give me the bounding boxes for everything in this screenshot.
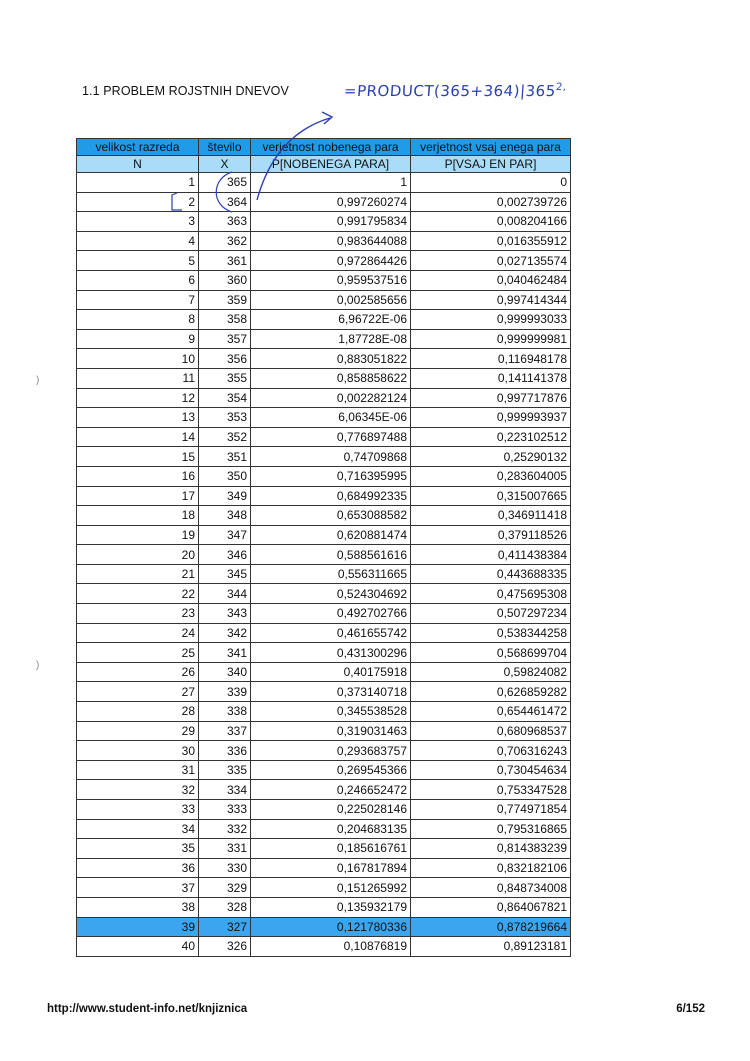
subheader-n: N	[77, 156, 199, 173]
cell-p-pair: 0,997414344	[411, 290, 571, 310]
cell-p-pair: 0,538344258	[411, 623, 571, 643]
cell-p-pair: 0,730454634	[411, 760, 571, 780]
cell-x: 334	[199, 780, 251, 800]
cell-x: 361	[199, 251, 251, 271]
formula-superscript: 2,	[555, 82, 567, 93]
cell-x: 356	[199, 349, 251, 369]
cell-p-pair: 0,443688335	[411, 564, 571, 584]
cell-x: 331	[199, 839, 251, 859]
cell-x: 336	[199, 741, 251, 761]
cell-x: 347	[199, 525, 251, 545]
cell-p-no-pair: 0,10876819	[251, 937, 411, 957]
cell-n: 31	[77, 760, 199, 780]
table-row	[77, 329, 571, 349]
cell-p-no-pair: 0,135932179	[251, 897, 411, 917]
formula-text: =PRODUCT(365+364)|365	[343, 82, 557, 100]
cell-n: 28	[77, 702, 199, 722]
cell-n: 11	[77, 368, 199, 388]
cell-p-no-pair: 1,87728E-08	[251, 329, 411, 349]
table-row	[77, 741, 571, 761]
table-row	[77, 447, 571, 467]
table-row	[77, 251, 571, 271]
cell-n: 19	[77, 525, 199, 545]
cell-x: 332	[199, 819, 251, 839]
cell-p-no-pair: 0,556311665	[251, 564, 411, 584]
cell-n: 36	[77, 858, 199, 878]
table-row	[77, 839, 571, 859]
cell-x: 350	[199, 466, 251, 486]
cell-p-pair: 0,507297234	[411, 604, 571, 624]
cell-p-no-pair: 0,151265992	[251, 878, 411, 898]
table-row	[77, 702, 571, 722]
cell-p-no-pair: 0,204683135	[251, 819, 411, 839]
cell-n: 32	[77, 780, 199, 800]
cell-p-pair: 0,016355912	[411, 231, 571, 251]
cell-n: 27	[77, 682, 199, 702]
cell-x: 335	[199, 760, 251, 780]
cell-x: 362	[199, 231, 251, 251]
table-row	[77, 662, 571, 682]
cell-n: 34	[77, 819, 199, 839]
cell-p-pair: 0,795316865	[411, 819, 571, 839]
cell-n: 10	[77, 349, 199, 369]
footer-url[interactable]: http://www.student-info.net/knjiznica	[47, 1003, 248, 1015]
cell-p-no-pair: 0,883051822	[251, 349, 411, 369]
cell-p-pair: 0,411438384	[411, 545, 571, 565]
cell-n: 22	[77, 584, 199, 604]
cell-x: 359	[199, 290, 251, 310]
cell-x: 343	[199, 604, 251, 624]
cell-x: 352	[199, 427, 251, 447]
cell-x: 337	[199, 721, 251, 741]
cell-p-pair: 0,141141378	[411, 368, 571, 388]
table-row	[77, 858, 571, 878]
cell-p-pair: 0,814383239	[411, 839, 571, 859]
cell-x: 338	[199, 702, 251, 722]
subheader-p-no-pair: P[NOBENEGA PARA]	[251, 156, 411, 173]
cell-p-pair: 0,997717876	[411, 388, 571, 408]
cell-p-pair: 0,59824082	[411, 662, 571, 682]
cell-p-no-pair: 0,997260274	[251, 192, 411, 212]
cell-p-no-pair: 0,653088582	[251, 506, 411, 526]
cell-x: 345	[199, 564, 251, 584]
cell-n: 21	[77, 564, 199, 584]
cell-n: 13	[77, 408, 199, 428]
cell-p-pair: 0,379118526	[411, 525, 571, 545]
cell-p-no-pair: 0,121780336	[251, 917, 411, 937]
cell-n: 1	[77, 173, 199, 193]
table-row	[77, 584, 571, 604]
table-row	[77, 800, 571, 820]
table-row	[77, 525, 571, 545]
table-row	[77, 231, 571, 251]
cell-p-pair: 0,002739726	[411, 192, 571, 212]
cell-x: 339	[199, 682, 251, 702]
scan-mark: )	[36, 660, 40, 671]
cell-p-no-pair: 0,246652472	[251, 780, 411, 800]
cell-x: 353	[199, 408, 251, 428]
cell-n: 26	[77, 662, 199, 682]
cell-p-no-pair: 0,002585656	[251, 290, 411, 310]
cell-x: 333	[199, 800, 251, 820]
page-number: 6/152	[676, 1003, 705, 1015]
cell-p-pair: 0,040462484	[411, 270, 571, 290]
cell-p-pair: 0,878219664	[411, 917, 571, 937]
cell-x: 326	[199, 937, 251, 957]
table-row	[77, 173, 571, 193]
cell-p-pair: 0,027135574	[411, 251, 571, 271]
cell-n: 2	[77, 192, 199, 212]
handwritten-formula	[343, 82, 567, 100]
cell-x: 346	[199, 545, 251, 565]
cell-x: 363	[199, 212, 251, 232]
cell-p-no-pair: 6,96722E-06	[251, 310, 411, 330]
cell-p-no-pair: 0,319031463	[251, 721, 411, 741]
cell-x: 340	[199, 662, 251, 682]
cell-n: 4	[77, 231, 199, 251]
cell-n: 20	[77, 545, 199, 565]
cell-p-no-pair: 0,776897488	[251, 427, 411, 447]
cell-p-no-pair: 0,524304692	[251, 584, 411, 604]
cell-n: 17	[77, 486, 199, 506]
cell-x: 327	[199, 917, 251, 937]
cell-p-no-pair: 0,716395995	[251, 466, 411, 486]
cell-p-pair: 0,475695308	[411, 584, 571, 604]
cell-p-no-pair: 1	[251, 173, 411, 193]
cell-p-pair: 0,753347528	[411, 780, 571, 800]
table-row	[77, 270, 571, 290]
cell-n: 38	[77, 897, 199, 917]
cell-x: 349	[199, 486, 251, 506]
cell-n: 12	[77, 388, 199, 408]
cell-p-no-pair: 0,959537516	[251, 270, 411, 290]
cell-n: 8	[77, 310, 199, 330]
cell-p-no-pair: 0,185616761	[251, 839, 411, 859]
cell-n: 16	[77, 466, 199, 486]
arrow-head	[322, 112, 332, 124]
table-row	[77, 349, 571, 369]
table-row	[77, 917, 571, 937]
cell-n: 25	[77, 643, 199, 663]
table-row	[77, 721, 571, 741]
cell-p-no-pair: 0,620881474	[251, 525, 411, 545]
table-row	[77, 466, 571, 486]
table-row	[77, 623, 571, 643]
cell-p-pair: 0,654461472	[411, 702, 571, 722]
table-row	[77, 408, 571, 428]
table-row	[77, 937, 571, 957]
cell-p-no-pair: 0,492702766	[251, 604, 411, 624]
cell-n: 18	[77, 506, 199, 526]
cell-p-no-pair: 0,588561616	[251, 545, 411, 565]
cell-n: 6	[77, 270, 199, 290]
cell-p-no-pair: 0,293683757	[251, 741, 411, 761]
header-class-size: velikost razreda	[77, 139, 199, 156]
cell-p-pair: 0,116948178	[411, 349, 571, 369]
table-row	[77, 604, 571, 624]
cell-p-no-pair: 0,40175918	[251, 662, 411, 682]
table-row	[77, 427, 571, 447]
table-row	[77, 212, 571, 232]
cell-n: 14	[77, 427, 199, 447]
scan-mark: )	[36, 375, 40, 386]
cell-p-pair: 0,346911418	[411, 506, 571, 526]
cell-x: 364	[199, 192, 251, 212]
cell-p-pair: 0,315007665	[411, 486, 571, 506]
cell-n: 35	[77, 839, 199, 859]
cell-p-pair: 0,568699704	[411, 643, 571, 663]
table-row	[77, 682, 571, 702]
cell-p-no-pair: 0,461655742	[251, 623, 411, 643]
cell-p-no-pair: 0,972864426	[251, 251, 411, 271]
table-row	[77, 486, 571, 506]
table-row	[77, 760, 571, 780]
cell-x: 342	[199, 623, 251, 643]
cell-p-pair: 0	[411, 173, 571, 193]
cell-p-no-pair: 0,002282124	[251, 388, 411, 408]
cell-n: 15	[77, 447, 199, 467]
cell-p-pair: 0,223102512	[411, 427, 571, 447]
cell-p-pair: 0,706316243	[411, 741, 571, 761]
cell-x: 344	[199, 584, 251, 604]
cell-n: 39	[77, 917, 199, 937]
section-title: 1.1 PROBLEM ROJSTNIH DNEVOV	[82, 84, 289, 98]
cell-p-no-pair: 0,345538528	[251, 702, 411, 722]
cell-x: 351	[199, 447, 251, 467]
cell-n: 33	[77, 800, 199, 820]
table-row	[77, 878, 571, 898]
table-row	[77, 897, 571, 917]
cell-p-no-pair: 0,74709868	[251, 447, 411, 467]
cell-p-pair: 0,832182106	[411, 858, 571, 878]
header-number: število	[199, 139, 251, 156]
cell-p-pair: 0,008204166	[411, 212, 571, 232]
subheader-p-pair: P[VSAJ EN PAR]	[411, 156, 571, 173]
table-row	[77, 564, 571, 584]
cell-p-pair: 0,680968537	[411, 721, 571, 741]
cell-p-no-pair: 0,431300296	[251, 643, 411, 663]
cell-p-pair: 0,999993937	[411, 408, 571, 428]
cell-p-no-pair: 0,167817894	[251, 858, 411, 878]
table-row	[77, 192, 571, 212]
subheader-x: X	[199, 156, 251, 173]
table-row	[77, 290, 571, 310]
birthday-problem-table	[76, 138, 571, 957]
cell-x: 328	[199, 897, 251, 917]
table-row	[77, 545, 571, 565]
cell-x: 357	[199, 329, 251, 349]
header-row	[77, 139, 571, 156]
cell-p-pair: 0,774971854	[411, 800, 571, 820]
cell-p-pair: 0,626859282	[411, 682, 571, 702]
cell-x: 329	[199, 878, 251, 898]
cell-p-pair: 0,864067821	[411, 897, 571, 917]
cell-p-no-pair: 0,991795834	[251, 212, 411, 232]
table-row	[77, 310, 571, 330]
table-row	[77, 819, 571, 839]
cell-p-no-pair: 6,06345E-06	[251, 408, 411, 428]
cell-x: 354	[199, 388, 251, 408]
cell-p-no-pair: 0,858858622	[251, 368, 411, 388]
table-row	[77, 643, 571, 663]
cell-p-no-pair: 0,269545366	[251, 760, 411, 780]
subheader-row	[77, 156, 571, 173]
cell-x: 358	[199, 310, 251, 330]
cell-n: 23	[77, 604, 199, 624]
header-prob-at-least-one-pair: verjetnost vsaj enega para	[411, 139, 571, 156]
cell-p-no-pair: 0,684992335	[251, 486, 411, 506]
cell-n: 40	[77, 937, 199, 957]
cell-x: 365	[199, 173, 251, 193]
cell-p-pair: 0,89123181	[411, 937, 571, 957]
cell-p-pair: 0,999999981	[411, 329, 571, 349]
cell-n: 30	[77, 741, 199, 761]
cell-p-pair: 0,25290132	[411, 447, 571, 467]
cell-x: 348	[199, 506, 251, 526]
cell-n: 3	[77, 212, 199, 232]
table-row	[77, 506, 571, 526]
cell-x: 330	[199, 858, 251, 878]
cell-p-no-pair: 0,225028146	[251, 800, 411, 820]
cell-p-pair: 0,283604005	[411, 466, 571, 486]
cell-p-no-pair: 0,983644088	[251, 231, 411, 251]
cell-p-pair: 0,848734008	[411, 878, 571, 898]
table-row	[77, 780, 571, 800]
cell-p-pair: 0,999993033	[411, 310, 571, 330]
cell-x: 360	[199, 270, 251, 290]
cell-n: 5	[77, 251, 199, 271]
cell-n: 7	[77, 290, 199, 310]
table-row	[77, 368, 571, 388]
cell-x: 355	[199, 368, 251, 388]
cell-n: 24	[77, 623, 199, 643]
table-row	[77, 388, 571, 408]
header-prob-no-pair: verjetnost nobenega para	[251, 139, 411, 156]
cell-x: 341	[199, 643, 251, 663]
cell-n: 37	[77, 878, 199, 898]
cell-p-no-pair: 0,373140718	[251, 682, 411, 702]
cell-n: 9	[77, 329, 199, 349]
cell-n: 29	[77, 721, 199, 741]
